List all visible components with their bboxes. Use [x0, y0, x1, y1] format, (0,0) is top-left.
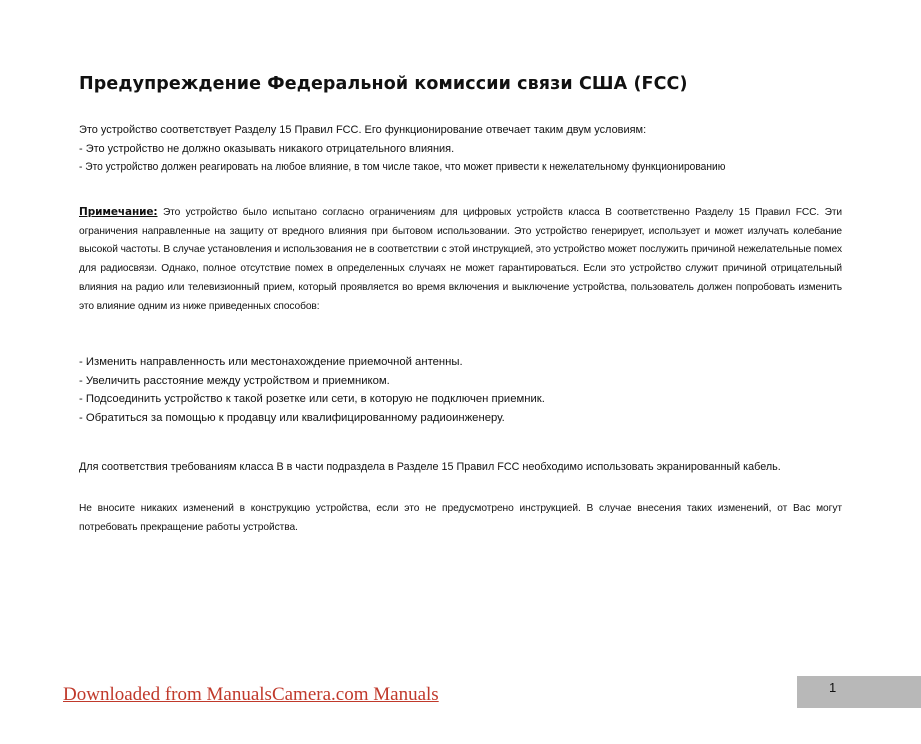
list-item: - Увеличить расстояние между устройством и приемником. [79, 374, 390, 387]
intro-line-2: - Это устройство не должно оказывать никакого отрицательного влияния. [79, 142, 455, 155]
list-item: - Обратиться за помощью к продавцу или квалифицированному радиоинженеру. [79, 411, 505, 424]
cable-note-text: Для соответствия требованиям класса B в части подраздела в Разделе 15 Правил FCC необходимо использовать экранированный кабель. [79, 461, 781, 473]
list-item: - Изменить направленность или местонахождение приемочной антенны. [79, 356, 463, 368]
intro-block [79, 121, 842, 177]
changes-note [79, 500, 842, 537]
cable-note [79, 458, 842, 477]
page-number: 1 [829, 680, 837, 695]
intro-line-1: Это устройство соответствует Разделу 15 Правил FCC. Его функционирование отвечает таким двум условиям: [79, 124, 647, 136]
page-title: Предупреждение Федеральной комиссии связи США (FCC) [79, 74, 688, 94]
list-item: - Подсоединить устройство к такой розетке или сети, в которую не подключен приемник. [79, 393, 545, 406]
note-label: Примечание: [79, 206, 158, 218]
note-text: Это устройство было испытано согласно ограничениям для цифровых устройств класса B соответственно Разделу 15 Правил FCC. Эти ограничения направленные на защиту от вредного влияния при бытовом использовании. Это устройство генерирует, использует и может излучать колебание высокой частоты. В случае установления и использования не в соответствии с этой инструкцией, это устройство может послужить причиной нежелательные помех для радиосвязи. Однако, полное отсутствие помех в определенных случаях не может гарантироваться. Если это устройство служит причиной отрицательный влияния на радио или телевизионный прием, который проявляется во время включения и выключение устройства, пользователь должен попробовать изменить это влияние одним из ниже приведенных способов: [79, 207, 842, 312]
changes-note-text: Не вносите никаких изменений в конструкцию устройства, если это не предусмотрено инструкцией. В случае внесения таких изменений, от Вас могут потребовать прекращение работы устройства. [79, 503, 842, 533]
intro-line-3: - Это устройство должен реагировать на любое влияние, в том числе такое, что может привести к нежелательному функционированию [79, 161, 726, 174]
page-number-box [797, 676, 921, 708]
note-paragraph [79, 203, 842, 316]
download-source-link[interactable]: Downloaded from ManualsCamera.com Manuals [63, 684, 439, 705]
measures-list [79, 353, 842, 427]
